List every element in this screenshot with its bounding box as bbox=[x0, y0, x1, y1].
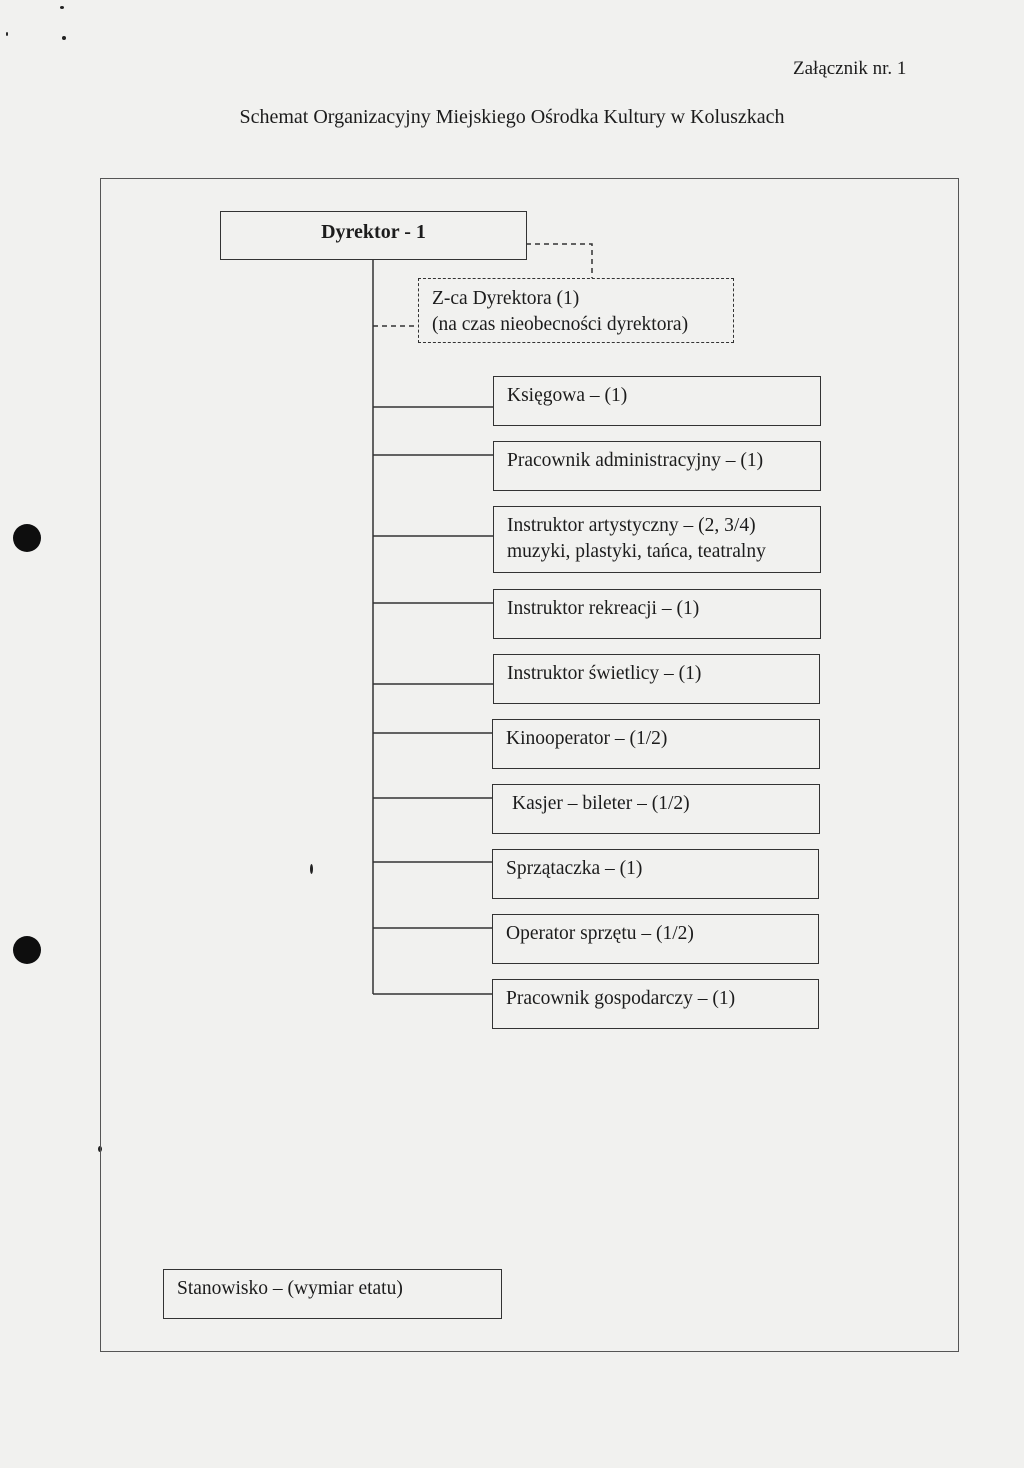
position-box-projectionist bbox=[492, 719, 820, 769]
position-sublabel: muzyki, plastyki, tańca, teatralny bbox=[507, 541, 766, 562]
position-label: Księgowa – (1) bbox=[507, 385, 628, 406]
page-title: Schemat Organizacyjny Miejskiego Ośrodka Kultury w Koluszkach bbox=[239, 106, 785, 128]
position-label: Sprzątaczka – (1) bbox=[506, 858, 643, 879]
position-label: Operator sprzętu – (1/2) bbox=[506, 923, 694, 944]
position-box-cashier bbox=[492, 784, 820, 834]
position-box-equipment-operator bbox=[492, 914, 819, 964]
director-box bbox=[220, 211, 527, 260]
position-box-recreation-instructor bbox=[493, 589, 821, 639]
legend-box bbox=[163, 1269, 502, 1319]
deputy-title: Z-ca Dyrektora (1) bbox=[432, 288, 580, 309]
position-label: Instruktor świetlicy – (1) bbox=[507, 663, 702, 684]
deputy-note: (na czas nieobecności dyrektora) bbox=[432, 314, 689, 335]
legend-label: Stanowisko – (wymiar etatu) bbox=[177, 1278, 403, 1299]
attachment-number: Załącznik nr. 1 bbox=[793, 58, 907, 79]
position-box-art-instructor bbox=[493, 506, 821, 573]
position-label: Kinooperator – (1/2) bbox=[506, 728, 668, 749]
position-label: Kasjer – bileter – (1/2) bbox=[512, 793, 690, 814]
position-box-club-instructor bbox=[493, 654, 820, 704]
position-box-maintenance-worker bbox=[492, 979, 819, 1029]
deputy-director-box bbox=[418, 278, 734, 343]
position-box-accountant bbox=[493, 376, 821, 426]
deputy-dashed-link bbox=[526, 244, 592, 278]
position-box-admin bbox=[493, 441, 821, 491]
position-label: Pracownik gospodarczy – (1) bbox=[506, 988, 736, 1009]
position-label: Instruktor rekreacji – (1) bbox=[507, 598, 700, 619]
position-box-cleaner bbox=[492, 849, 819, 899]
position-label: Instruktor artystyczny – (2, 3/4) bbox=[507, 515, 756, 536]
position-label: Pracownik administracyjny – (1) bbox=[507, 450, 764, 471]
director-label: Dyrektor - 1 bbox=[321, 221, 426, 243]
